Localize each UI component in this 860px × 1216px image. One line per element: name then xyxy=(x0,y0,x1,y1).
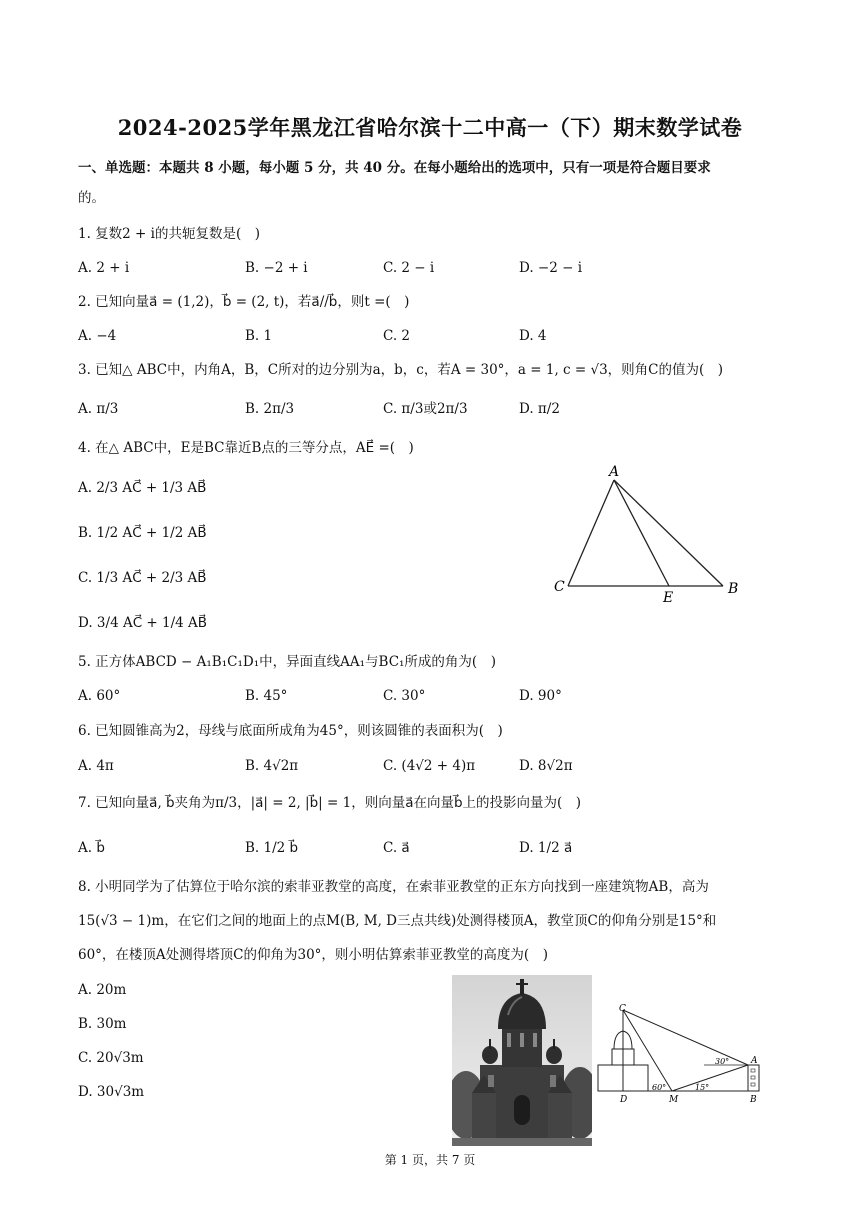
diagram-label-c: C xyxy=(619,1004,626,1014)
label-a: A xyxy=(609,464,620,480)
question-8-stem-line1: 8. 小明同学为了估算位于哈尔滨的索菲亚教堂的高度，在索菲亚教堂的正东方向找到一座建筑物AB，高为 xyxy=(78,879,709,895)
question-8-stem-line2: 15(√3 − 1)m，在它们之间的地面上的点M(B, M, D三点共线)处测得楼顶A，教堂顶C的仰角分别是15°和 xyxy=(78,913,717,929)
q5-option-b[interactable]: B. 45° xyxy=(245,688,288,704)
diagram-label-b: B xyxy=(750,1095,757,1105)
question-5-stem: 5. 正方体ABCD − A₁B₁C₁D₁中，异面直线AA₁与BC₁所成的角为( ) xyxy=(78,654,496,670)
q2-option-b[interactable]: B. 1 xyxy=(245,328,273,344)
q4-option-c[interactable]: C. 1/3 AC⃗ + 2/3 AB⃗ xyxy=(78,570,207,586)
page-footer: 第 1 页，共 7 页 xyxy=(384,1153,476,1167)
q1-option-b[interactable]: B. −2 + i xyxy=(245,260,308,276)
elevation-diagram xyxy=(594,1003,772,1108)
q2-option-d[interactable]: D. 4 xyxy=(519,328,547,344)
q7-option-c[interactable]: C. a⃗ xyxy=(383,840,410,856)
q4-option-d[interactable]: D. 3/4 AC⃗ + 1/4 AB⃗ xyxy=(78,615,208,631)
q1-option-d[interactable]: D. −2 − i xyxy=(519,260,583,276)
label-e: E xyxy=(663,590,674,605)
q3-option-d[interactable]: D. π/2 xyxy=(519,401,560,417)
label-c: C xyxy=(554,579,565,595)
diagram-angle-30: 30° xyxy=(715,1057,730,1066)
q7-option-d[interactable]: D. 1/2 a⃗ xyxy=(519,840,573,856)
question-1-stem: 1. 复数2 + i的共轭复数是( ) xyxy=(78,226,261,242)
q1-option-a[interactable]: A. 2 + i xyxy=(78,260,130,276)
q5-option-a[interactable]: A. 60° xyxy=(78,688,121,704)
diagram-angle-15: 15° xyxy=(695,1083,710,1092)
q4-option-a[interactable]: A. 2/3 AC⃗ + 1/3 AB⃗ xyxy=(78,480,207,496)
question-8-stem-line3: 60°，在楼顶A处测得塔顶C的仰角为30°，则小明估算索菲亚教堂的高度为( ) xyxy=(78,947,548,963)
label-b: B xyxy=(728,581,739,597)
question-7-stem: 7. 已知向量a⃗, b⃗夹角为π/3，|a⃗| = 2, |b⃗| = 1，则向量a⃗在向量b⃗上的投影向量为( ) xyxy=(78,795,582,811)
q2-option-a[interactable]: A. −4 xyxy=(78,328,117,344)
diagram-label-m: M xyxy=(669,1095,679,1105)
question-6-stem: 6. 已知圆锥高为2，母线与底面所成角为45°，则该圆锥的表面积为( ) xyxy=(78,723,503,739)
triangle-figure xyxy=(548,460,748,605)
q7-option-b[interactable]: B. 1/2 b⃗ xyxy=(245,840,299,856)
q3-option-a[interactable]: A. π/3 xyxy=(78,401,119,417)
question-4-stem: 4. 在△ ABC中，E是BC靠近B点的三等分点，AE⃗ =( ) xyxy=(78,440,414,456)
q8-option-a[interactable]: A. 20m xyxy=(78,982,127,998)
q3-option-b[interactable]: B. 2π/3 xyxy=(245,401,295,417)
diagram-angle-60: 60° xyxy=(652,1083,667,1092)
q4-option-b[interactable]: B. 1/2 AC⃗ + 1/2 AB⃗ xyxy=(78,525,207,541)
section-heading-cont: 的。 xyxy=(78,190,105,206)
q3-option-c[interactable]: C. π/3或2π/3 xyxy=(383,401,468,417)
q8-option-b[interactable]: B. 30m xyxy=(78,1016,127,1032)
q6-option-a[interactable]: A. 4π xyxy=(78,758,114,774)
q1-option-c[interactable]: C. 2 − i xyxy=(383,260,435,276)
page-title: 2024-2025学年黑龙江省哈尔滨十二中高一（下）期末数学试卷 xyxy=(117,115,743,140)
q6-option-c[interactable]: C. (4√2 + 4)π xyxy=(383,758,476,774)
diagram-label-d: D xyxy=(620,1095,628,1105)
section-heading: 一、单选题：本题共 8 小题，每小题 5 分，共 40 分。在每小题给出的选项中，只有一项是符合题目要求 xyxy=(78,160,711,176)
q6-option-b[interactable]: B. 4√2π xyxy=(245,758,299,774)
diagram-label-a: A xyxy=(751,1056,758,1066)
q6-option-d[interactable]: D. 8√2π xyxy=(519,758,573,774)
q2-option-c[interactable]: C. 2 xyxy=(383,328,411,344)
question-2-stem: 2. 已知向量a⃗ = (1,2)，b⃗ = (2, t)，若a⃗//b⃗，则t =( ) xyxy=(78,294,410,310)
question-3-stem: 3. 已知△ ABC中，内角A，B，C所对的边分别为a，b，c，若A = 30°，a = 1, c = √3，则角C的值为( ) xyxy=(78,362,724,378)
q8-option-d[interactable]: D. 30√3m xyxy=(78,1084,145,1100)
cathedral-photo xyxy=(452,975,592,1146)
q8-option-c[interactable]: C. 20√3m xyxy=(78,1050,144,1066)
q7-option-a[interactable]: A. b⃗ xyxy=(78,840,105,856)
q5-option-c[interactable]: C. 30° xyxy=(383,688,426,704)
q5-option-d[interactable]: D. 90° xyxy=(519,688,562,704)
